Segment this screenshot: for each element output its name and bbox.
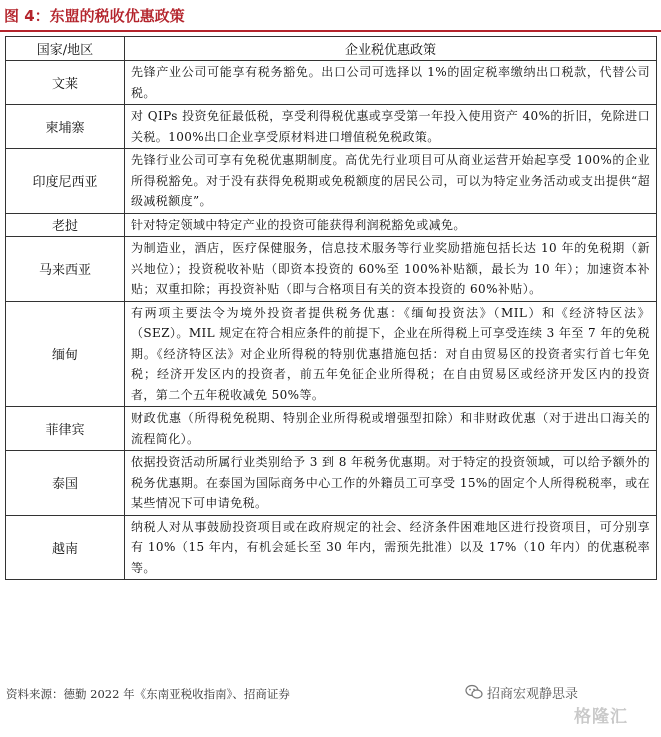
policy-cell: 为制造业，酒店，医疗保健服务，信息技术服务等行业奖励措施包括长达 10 年的免税期（新兴地位）；投资税收补贴（即资本投资的 60%至 100%补贴额，最长为 10 年）；加速资本补贴；双重扣除；再投资补贴（即与合格项目有关的资本投资的 60%补贴）。 [125, 237, 657, 302]
country-cell: 印度尼西亚 [6, 149, 125, 214]
table-header-row [6, 37, 657, 61]
table-row [6, 237, 657, 302]
source-note: 资料来源：德勤 2022 年《东南亚税收指南》、招商证券 [6, 687, 290, 701]
header-policy: 企业税优惠政策 [125, 37, 657, 61]
policy-cell: 纳税人对从事鼓励投资项目或在政府规定的社会、经济条件困难地区进行投资项目，可分别享有 10%（15 年内，有机会延长至 30 年内，需预先批准）以及 17%（10 年内）的优惠税率等。 [125, 515, 657, 580]
country-cell: 越南 [6, 515, 125, 580]
country-cell: 老挝 [6, 213, 125, 237]
table-row [6, 149, 657, 214]
table-row [6, 451, 657, 516]
watermark-logo: 格隆汇 [574, 707, 628, 727]
policy-cell: 针对特定领域中特定产业的投资可能获得利润税豁免或减免。 [125, 213, 657, 237]
table-row [6, 515, 657, 580]
policy-cell: 财政优惠（所得税免税期、特别企业所得税或增强型扣除）和非财政优惠（对于进出口海关的流程简化）。 [125, 407, 657, 451]
table-row [6, 61, 657, 105]
country-cell: 泰国 [6, 451, 125, 516]
policy-cell: 对 QIPs 投资免征最低税，享受利得税优惠或享受第一年投入使用资产 40%的折旧，免除进口关税。100%出口企业享受原材料进口增值税免税政策。 [125, 105, 657, 149]
country-cell: 菲律宾 [6, 407, 125, 451]
wechat-icon [465, 684, 483, 700]
country-cell: 柬埔寨 [6, 105, 125, 149]
table-row [6, 407, 657, 451]
country-cell: 文莱 [6, 61, 125, 105]
figure-title: 图 4：东盟的税收优惠政策 [4, 7, 185, 25]
title-divider [0, 30, 661, 32]
country-cell: 马来西亚 [6, 237, 125, 302]
table-row [6, 105, 657, 149]
policy-cell: 有两项主要法令为境外投资者提供税务优惠：《缅甸投资法》（MIL）和《经济特区法》（SEZ）。MIL 规定在符合相应条件的前提下，企业在所得税上可享受连续 3 年至 7 年的免税期。《经济特区法》对企业所得税的特别优惠措施包括：对自由贸易区的投资者实行首七年免税；经济开发区内的投资者，前五年免征企业所得税；在自由贸易区或经济开发区内的投资者，第二个五年税收减免 50%等。 [125, 301, 657, 407]
header-country: 国家/地区 [6, 37, 125, 61]
watermark-account: 招商宏观静思录 [487, 687, 579, 702]
tax-policy-table [5, 36, 657, 580]
policy-cell: 先锋产业公司可能享有税务豁免。出口公司可选择以 1%的固定税率缴纳出口税款，代替公司税。 [125, 61, 657, 105]
table-row [6, 301, 657, 407]
policy-cell: 依据投资活动所属行业类别给予 3 到 8 年税务优惠期。对于特定的投资领域，可以给予额外的税务优惠期。在泰国为国际商务中心工作的外籍员工可享受 15%的固定个人所得税税率，或在某些情况下可申请免税。 [125, 451, 657, 516]
table-row [6, 213, 657, 237]
country-cell: 缅甸 [6, 301, 125, 407]
policy-cell: 先锋行业公司可享有免税优惠期制度。高优先行业项目可从商业运营开始起享受 100%的企业所得税豁免。对于没有获得免税期或免税额度的居民公司，可以为特定业务活动或支出提供“超级减税额度”。 [125, 149, 657, 214]
